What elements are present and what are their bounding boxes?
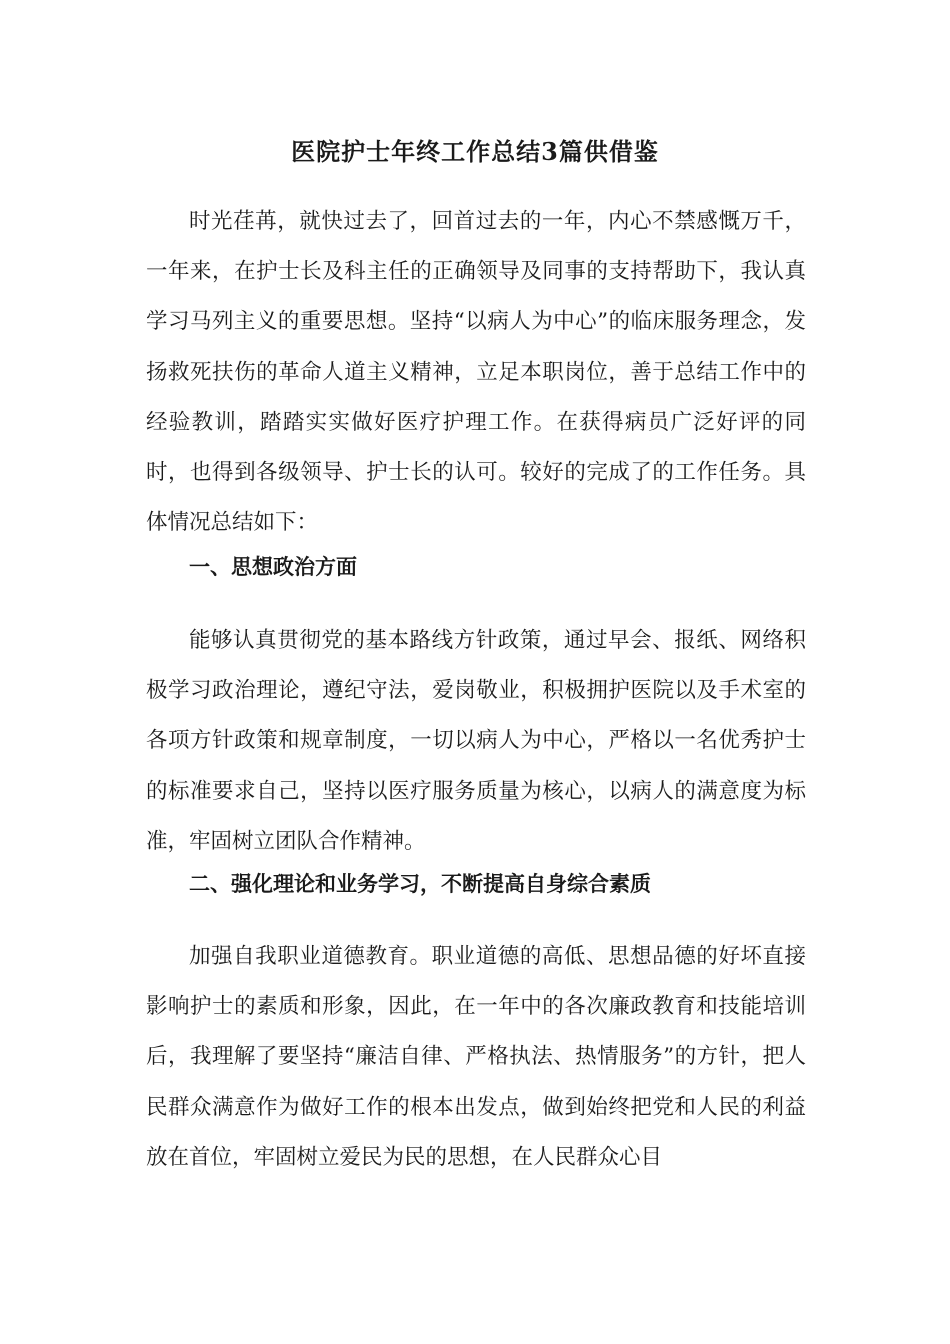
section-heading-1: 一、思想政治方面: [189, 554, 357, 579]
document-title: 医院护士年终工作总结3篇供借鉴: [291, 137, 659, 166]
section-body-2: 加强自我职业道德教育。职业道德的高低、思想品德的好坏直接影响护士的素质和形象，因此，在一年中的各次廉政教育和技能培训后，我理解了要坚持“廉洁自律、严格执法、热情服务”的方针，把人民群众满意作为做好工作的根本出发点，做到始终把党和人民的利益放在首位，牢固树立爱民为民的思想，在人民群众心目: [146, 944, 806, 1170]
section-body-1: 能够认真贯彻党的基本路线方针政策，通过早会、报纸、网络积极学习政治理论，遵纪守法，爱岗敬业，积极拥护医院以及手术室的各项方针政策和规章制度，一切以病人为中心，严格以一名优秀护士的标准要求自己，坚持以医疗服务质量为核心，以病人的满意度为标准，牢固树立团队合作精神。: [146, 628, 806, 854]
section-heading-2: 二、强化理论和业务学习，不断提高自身综合素质: [189, 871, 651, 896]
intro-paragraph: 时光荏苒，就快过去了，回首过去的一年，内心不禁感慨万千，一年来，在护士长及科主任的正确领导及同事的支持帮助下，我认真学习马列主义的重要思想。坚持“以病人为中心”的临床服务理念，发扬救死扶伤的革命人道主义精神，立足本职岗位，善于总结工作中的经验教训，踏踏实实做好医疗护理工作。在获得病员广泛好评的同时，也得到各级领导、护士长的认可。较好的完成了的工作任务。具体情况总结如下：: [146, 209, 806, 536]
